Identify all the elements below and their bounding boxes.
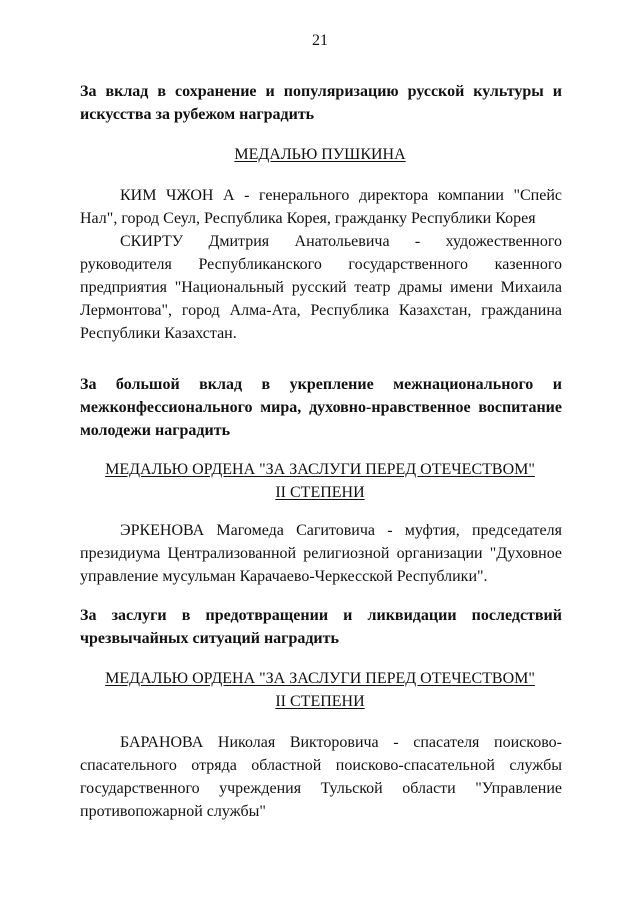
section-3-medal-heading [0,667,640,713]
section-intro-text: За вклад в сохранение и популяризацию русской культуры и искусства за рубежом наградить [80,83,562,123]
section-1-intro [80,80,562,126]
section-3-intro [80,604,562,650]
section-2-medal-heading [0,458,640,504]
medal-degree: II СТЕПЕНИ [275,693,365,710]
section-1-medal-heading [0,143,640,166]
page-number: 21 [312,32,328,49]
medal-title: МЕДАЛЬЮ ОРДЕНА "ЗА ЗАСЛУГИ ПЕРЕД ОТЕЧЕСТВОМ" [105,670,535,687]
awardee-paragraph: ЭРКЕНОВА Магомеда Сагитовича - муфтия, председателя президиума Централизованной религиозной организации "Духовное управление мусульман Карачаево-Черкесской Республики". [80,522,562,585]
medal-degree: II СТЕПЕНИ [275,484,365,501]
awardee-paragraph: БАРАНОВА Николая Викторовича - спасателя поисково-спасательного отряда областной поисково-спасательной службы государственного учреждения Тульской области "Управление противопожарной службы" [80,734,562,820]
section-intro-text: За заслуги в предотвращении и ликвидации последствий чрезвычайных ситуаций наградить [80,607,562,647]
section-2-intro [80,373,562,442]
section-3-awardees [80,731,562,823]
section-2-awardees [80,519,562,588]
medal-title: МЕДАЛЬЮ ПУШКИНА [234,146,406,163]
medal-title: МЕДАЛЬЮ ОРДЕНА "ЗА ЗАСЛУГИ ПЕРЕД ОТЕЧЕСТВОМ" [105,461,535,478]
awardee-paragraph: СКИРТУ Дмитрия Анатольевича - художественного руководителя Республиканского государственного казенного предприятия "Национальный русский театр драмы имени Михаила Лермонтова", город Алма-Ата, Республика Казахстан, гражданина Республики Казахстан. [80,233,562,342]
section-1-awardees [80,184,562,345]
section-intro-text: За большой вклад в укрепление межнационального и межконфессионального мира, духовно-нравственное воспитание молодежи наградить [80,376,562,439]
awardee-paragraph: КИМ ЧЖОН А - генерального директора компании "Спейс Нал", город Сеул, Республика Корея, гражданку Республики Корея [80,187,562,227]
